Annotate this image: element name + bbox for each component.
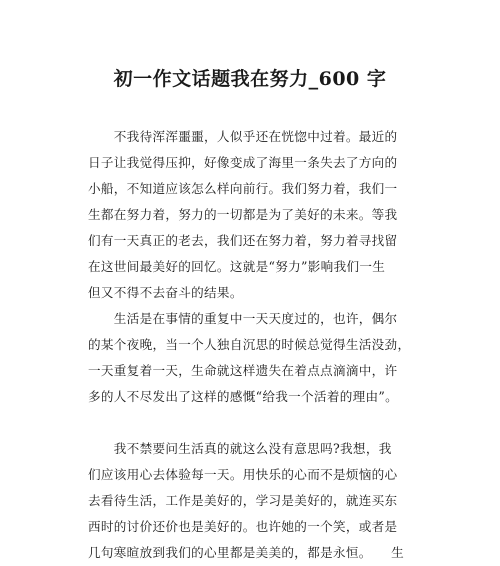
body-line: 在这世间最美好的回忆。这就是“努力”影响我们一生 bbox=[88, 259, 386, 274]
body-line: 生都在努力着，努力的一切都是为了美好的未来。等我 bbox=[88, 207, 398, 222]
body-line: 多的人不尽发出了这样的感慨“给我一个活着的理由”。 bbox=[88, 389, 399, 404]
document-body bbox=[88, 124, 428, 566]
body-line: 们应该用心去体验每一天。用快乐的心而不是烦恼的心 bbox=[88, 467, 398, 482]
body-line: 去看待生活，工作是美好的，学习是美好的，就连买东 bbox=[88, 493, 398, 508]
body-line: 一天重复着一天，生命就这样遗失在着点点滴滴中，许 bbox=[88, 363, 398, 378]
body-line: 们有一天真正的老去，我们还在努力着，努力着寻找留 bbox=[88, 233, 398, 248]
body-line: 西时的讨价还价也是美好的。也许她的一个笑，或者是 bbox=[88, 519, 398, 534]
body-line: 几句寒暄放到我们的心里都是美美的，都是永恒。 生 bbox=[88, 545, 405, 560]
body-line: 但又不得不去奋斗的结果。 bbox=[88, 285, 243, 300]
document-title: 初一作文话题我在努力_600 字 bbox=[113, 68, 387, 90]
body-line: 日子让我觉得压抑，好像变成了海里一条失去了方向的 bbox=[88, 155, 398, 170]
body-line: 不我待浑浑噩噩，人似乎还在恍惚中过着。最近的 bbox=[88, 129, 398, 144]
body-line: 小船，不知道应该怎么样向前行。我们努力着，我们一 bbox=[88, 181, 398, 196]
body-line: 的某个夜晚，当一个人独自沉思的时候总觉得生活没劲， bbox=[88, 337, 411, 352]
body-line: 我不禁要问生活真的就这么没有意思吗?我想，我 bbox=[88, 441, 392, 456]
body-line: 生活是在事情的重复中一天天度过的，也许，偶尔 bbox=[88, 311, 398, 326]
paragraph-gap bbox=[88, 410, 428, 436]
